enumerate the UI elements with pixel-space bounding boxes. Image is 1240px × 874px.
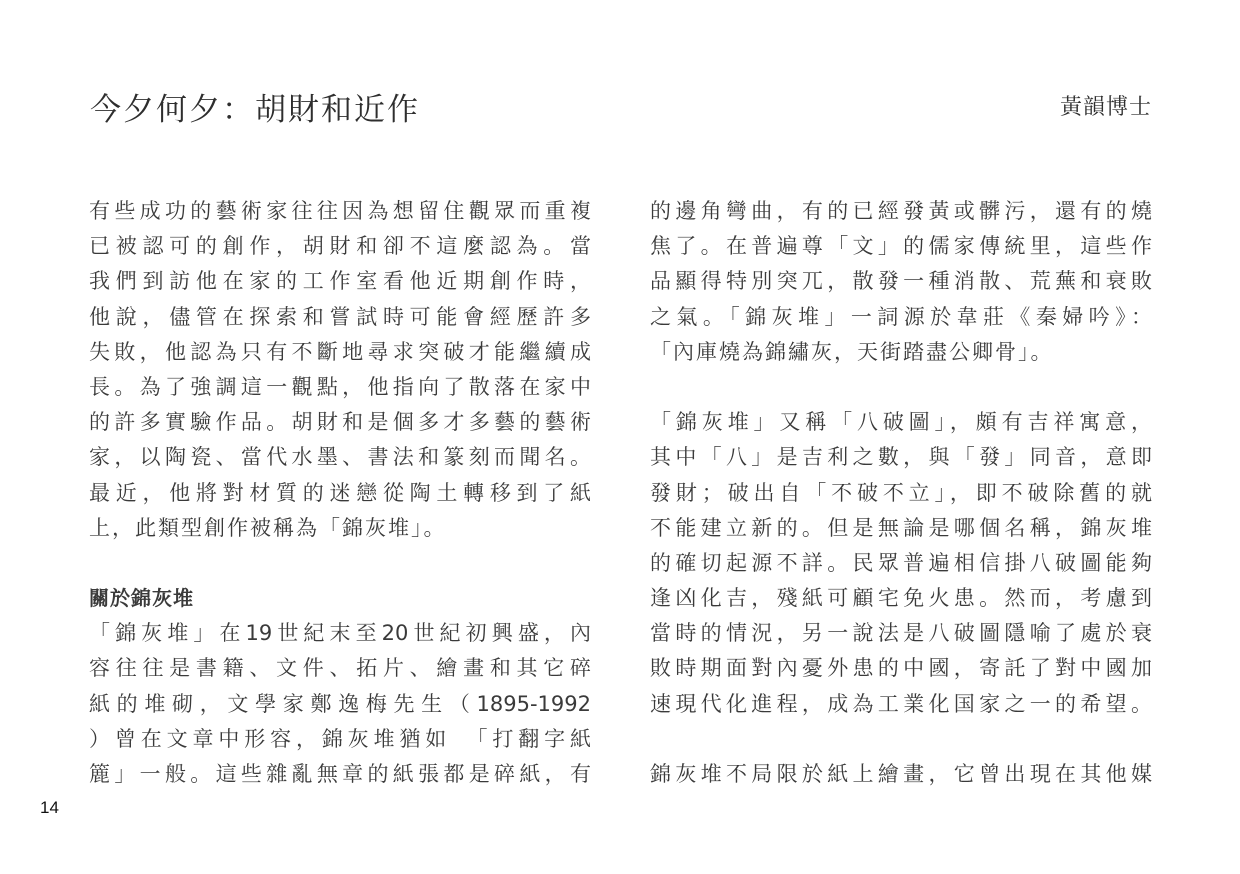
media-paragraph	[650, 757, 1152, 792]
text-line: 速現代化進程，成為工業化国家之一的希望。	[650, 691, 1152, 716]
text-line: ）曾在文章中形容，錦灰堆猶如 「打翻字紙	[89, 726, 591, 751]
text-line: 失敗，他認為只有不斷地尋求突破才能繼續成	[89, 339, 591, 364]
text-line: 當時的情況，另一說法是八破圖隱喻了處於衰	[650, 621, 1152, 646]
text-line: 我們到訪他在家的工作室看他近期創作時，	[89, 269, 591, 294]
text-line: 不能建立新的。但是無論是哪個名稱，錦灰堆	[650, 515, 1152, 540]
intro-paragraph	[89, 194, 591, 546]
author-name: 黃韻博士	[1059, 95, 1152, 120]
text-line: 敗時期面對內憂外患的中國，寄託了對中國加	[650, 656, 1152, 681]
text-line: 之氣。「錦灰堆」一詞源於韋莊《秦婦吟》：	[650, 304, 1152, 329]
text-line: 容往往是書籍、文件、拓片、繪畫和其它碎	[89, 656, 591, 681]
eight-broken-paragraph	[650, 405, 1152, 722]
text-line: 他說，儘管在探索和嘗試時可能會經歷許多	[89, 304, 591, 329]
paragraph-gap	[650, 722, 1152, 757]
history-paragraph	[89, 616, 591, 792]
text-line: 的確切起源不詳。民眾普遍相信掛八破圖能夠	[650, 550, 1152, 575]
text-line: 焦了。在普遍尊「文」的儒家傳統里，這些作	[650, 234, 1152, 259]
paragraph-gap	[650, 370, 1152, 405]
text-line: 簏」一般。這些雜亂無章的紙張都是碎紙，有	[89, 762, 591, 786]
text-line: 發財；破出自「不破不立」，即不破除舊的就	[650, 480, 1152, 505]
text-line: 的許多實驗作品。胡財和是個多才多藝的藝術	[89, 410, 591, 435]
continuation-paragraph	[650, 194, 1152, 370]
text-line: 「錦灰堆」又稱「八破圖」，頗有吉祥寓意，	[650, 410, 1152, 435]
text-line: 其中「八」是吉利之數，與「發」同音，意即	[650, 445, 1152, 470]
text-line: 品顯得特別突兀，散發一種消散、荒蕪和衰敗	[650, 269, 1152, 294]
page-number: 14	[40, 798, 59, 817]
left-column	[89, 194, 591, 792]
text-line: 最近，他將對材質的迷戀從陶土轉移到了紙	[89, 480, 591, 505]
text-line: 已被認可的創作，胡財和卻不這麼認為。當	[89, 234, 591, 259]
text-line: 「內庫燒為錦繡灰，天街踏盡公卿骨」。	[650, 339, 1054, 364]
text-line: 錦灰堆不局限於紙上繪畫，它曾出現在其他媒	[650, 762, 1152, 786]
text-line: 的邊角彎曲，有的已經發黃或髒污，還有的燒	[650, 199, 1152, 223]
text-line: 紙的堆砌，文學家鄭逸梅先生（1895-1992	[89, 691, 591, 716]
text-line: 長。為了強調這一觀點，他指向了散落在家中	[89, 374, 591, 399]
text-line: 「錦灰堆」在19世紀末至20世紀初興盛，內	[89, 621, 591, 646]
paragraph-gap	[89, 546, 591, 581]
text-line: 逢凶化吉，殘紙可顧宅免火患。然而，考慮到	[650, 586, 1152, 611]
text-line: 家，以陶瓷、當代水墨、書法和篆刻而聞名。	[89, 445, 591, 470]
text-line: 有些成功的藝術家往往因為想留住觀眾而重複	[89, 199, 591, 223]
page-title: 今夕何夕：胡財和近作	[90, 92, 420, 128]
text-line: 上，此類型創作被稱為「錦灰堆」。	[89, 515, 447, 540]
section-heading: 關於錦灰堆	[89, 586, 194, 611]
right-column	[650, 194, 1152, 792]
